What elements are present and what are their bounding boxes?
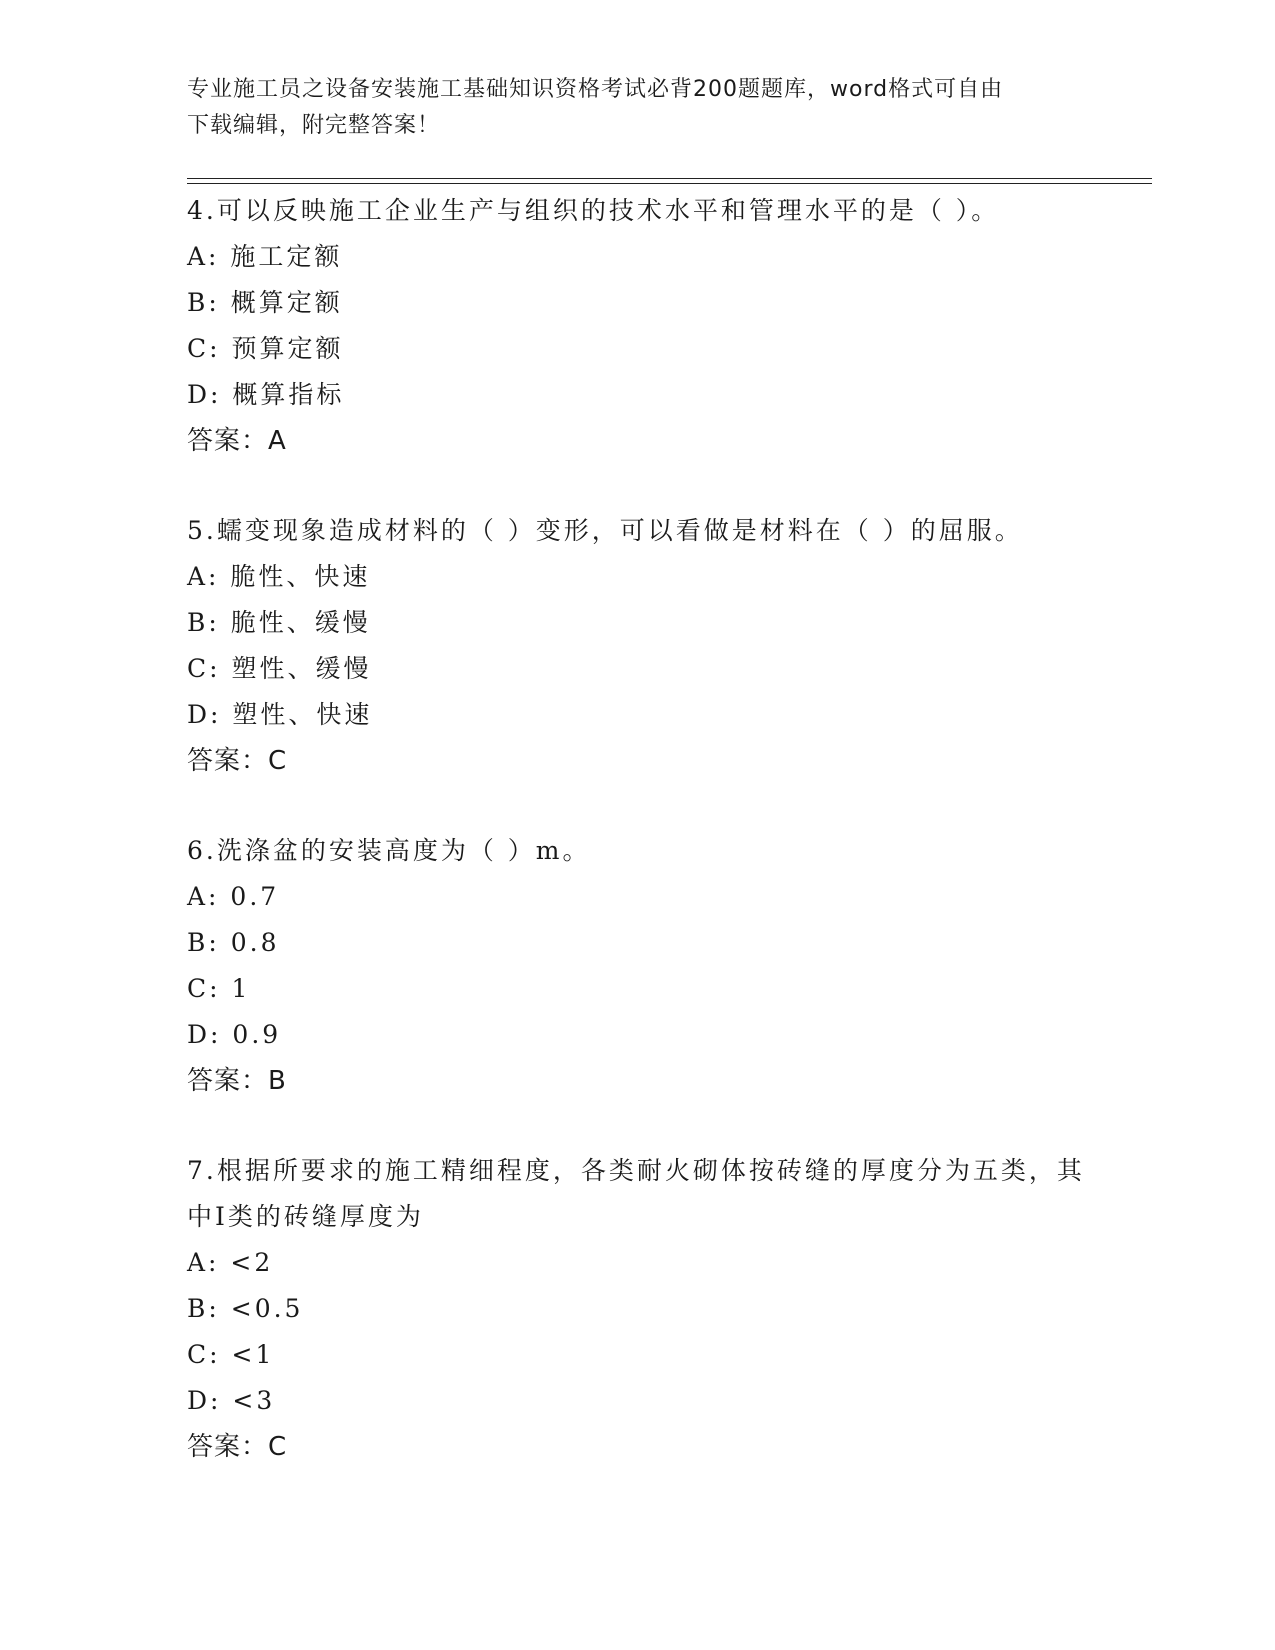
option-d: D: 0.9 — [187, 1020, 282, 1049]
header-line-2: 下载编辑，附完整答案！ — [187, 113, 441, 138]
option-c: C: 预算定额 — [187, 334, 344, 363]
option-c: C: <1 — [187, 1340, 275, 1369]
option-a: A: 施工定额 — [187, 242, 343, 271]
option-a: A: <2 — [187, 1248, 274, 1277]
document-header — [187, 72, 1067, 144]
option-d: D: 塑性、快速 — [187, 700, 373, 729]
question-6 — [187, 828, 1087, 1104]
option-b: B: 0.8 — [187, 928, 280, 957]
option-c: C: 1 — [187, 974, 251, 1003]
answer: 答案：B — [187, 1066, 287, 1096]
header-divider-top — [187, 178, 1152, 179]
option-b: B: 概算定额 — [187, 288, 343, 317]
option-d: D: <3 — [187, 1386, 276, 1415]
question-4 — [187, 188, 1087, 464]
answer: 答案：C — [187, 1432, 288, 1462]
header-line-1: 专业施工员之设备安装施工基础知识资格考试必背200题题库，word格式可自由 — [187, 77, 1004, 102]
option-b: B: 脆性、缓慢 — [187, 608, 371, 637]
question-stem: 4.可以反映施工企业生产与组织的技术水平和管理水平的是（ ）。 — [187, 196, 1000, 225]
question-stem: 6.洗涤盆的安装高度为（ ）m。 — [187, 836, 591, 865]
option-b: B: <0.5 — [187, 1294, 304, 1323]
option-a: A: 脆性、快速 — [187, 562, 371, 591]
question-7 — [187, 1148, 1087, 1470]
answer: 答案：A — [187, 426, 287, 456]
option-c: C: 塑性、缓慢 — [187, 654, 372, 683]
question-stem: 5.蠕变现象造成材料的（ ）变形，可以看做是材料在（ ）的屈服。 — [187, 516, 1023, 545]
option-a: A: 0.7 — [187, 882, 280, 911]
question-5 — [187, 508, 1087, 784]
answer: 答案：C — [187, 746, 288, 776]
option-d: D: 概算指标 — [187, 380, 345, 409]
header-divider-bottom — [187, 183, 1152, 184]
question-stem: 7.根据所要求的施工精细程度，各类耐火砌体按砖缝的厚度分为五类，其中Ⅰ类的砖缝厚度为 — [187, 1156, 1085, 1231]
